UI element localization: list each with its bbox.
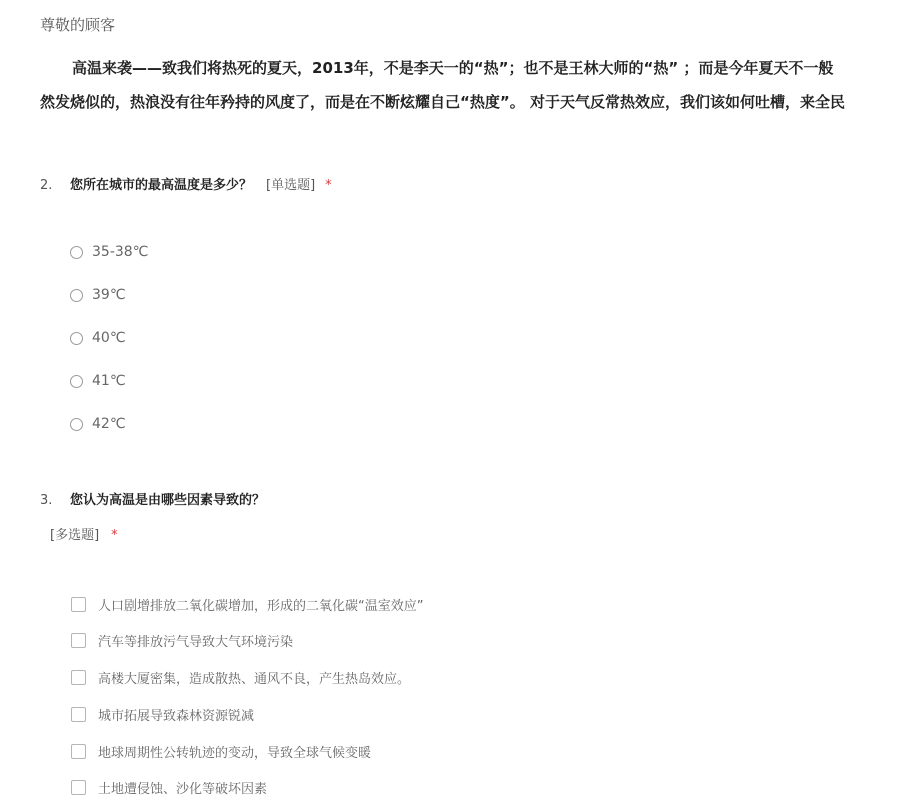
radio-button-icon[interactable] <box>70 246 83 259</box>
radio-button-icon[interactable] <box>70 332 83 345</box>
checkbox-icon[interactable] <box>71 744 86 759</box>
q2-option-2-label[interactable]: 39℃ <box>92 287 126 303</box>
q2-option-1-label[interactable]: 35-38℃ <box>92 244 149 260</box>
q3-option-4-label[interactable]: 城市拓展导致森林资源锐减 <box>98 708 255 724</box>
checkbox-icon[interactable] <box>71 670 86 685</box>
radio-button-icon[interactable] <box>70 289 83 302</box>
q3-option-4[interactable] <box>71 704 254 724</box>
q2-option-1[interactable] <box>70 242 148 262</box>
q2-option-3-label[interactable]: 40℃ <box>92 330 126 346</box>
survey-intro <box>40 55 900 123</box>
question-2-title: 您所在城市的最高温度是多少？ <box>70 178 253 193</box>
checkbox-icon[interactable] <box>71 597 86 612</box>
q3-option-3[interactable] <box>71 667 410 687</box>
question-2-required-mark: * <box>325 178 332 193</box>
question-2-header <box>40 174 332 193</box>
question-3-title: 您认为高温是由哪些因素导致的？ <box>70 493 266 508</box>
question-3-header <box>40 489 265 508</box>
q2-option-4[interactable] <box>70 371 126 391</box>
question-2-type: [单选题] <box>266 178 316 193</box>
q3-option-1-label[interactable]: 人口剧增排放二氧化碳增加，形成的二氧化碳“温室效应” <box>98 598 424 614</box>
intro-line-1: 高温来袭——致我们将热死的夏天，2013年，不是李天一的“热”；也不是王林大师的“热” ；而是今年夏天不一般 <box>72 59 834 77</box>
question-3-number: 3. <box>40 493 53 508</box>
checkbox-icon[interactable] <box>71 707 86 722</box>
q2-option-5[interactable] <box>70 414 126 434</box>
q3-option-2[interactable] <box>71 630 293 650</box>
question-3-required-mark: * <box>111 528 118 543</box>
q3-option-3-label[interactable]: 高楼大厦密集，造成散热、通风不良，产生热岛效应。 <box>98 671 411 687</box>
q2-option-4-label[interactable]: 41℃ <box>92 373 126 389</box>
q2-option-5-label[interactable]: 42℃ <box>92 416 126 432</box>
q3-option-5[interactable] <box>71 741 371 761</box>
radio-button-icon[interactable] <box>70 418 83 431</box>
q2-option-3[interactable] <box>70 328 126 348</box>
q3-option-1[interactable] <box>71 594 423 614</box>
question-3-type-row <box>50 524 118 543</box>
q3-option-2-label[interactable]: 汽车等排放污气导致大气环境污染 <box>98 634 294 650</box>
question-2-number: 2. <box>40 178 53 193</box>
intro-line-2: 然发烧似的，热浪没有往年矜持的风度了，而是在不断炫耀自己“热度”。 对于天气反常热效应，我们该如何吐槽，来全民 <box>40 93 845 111</box>
radio-button-icon[interactable] <box>70 375 83 388</box>
q3-option-6-label[interactable]: 土地遭侵蚀、沙化等破坏因素 <box>98 781 268 797</box>
q2-option-2[interactable] <box>70 285 126 305</box>
question-3-type: [多选题] <box>50 528 100 543</box>
q3-option-6[interactable] <box>71 777 267 797</box>
checkbox-icon[interactable] <box>71 633 86 648</box>
checkbox-icon[interactable] <box>71 780 86 795</box>
greeting-text: 尊敬的顾客 <box>40 16 116 34</box>
q3-option-5-label[interactable]: 地球周期性公转轨迹的变动，导致全球气候变暖 <box>98 745 372 761</box>
